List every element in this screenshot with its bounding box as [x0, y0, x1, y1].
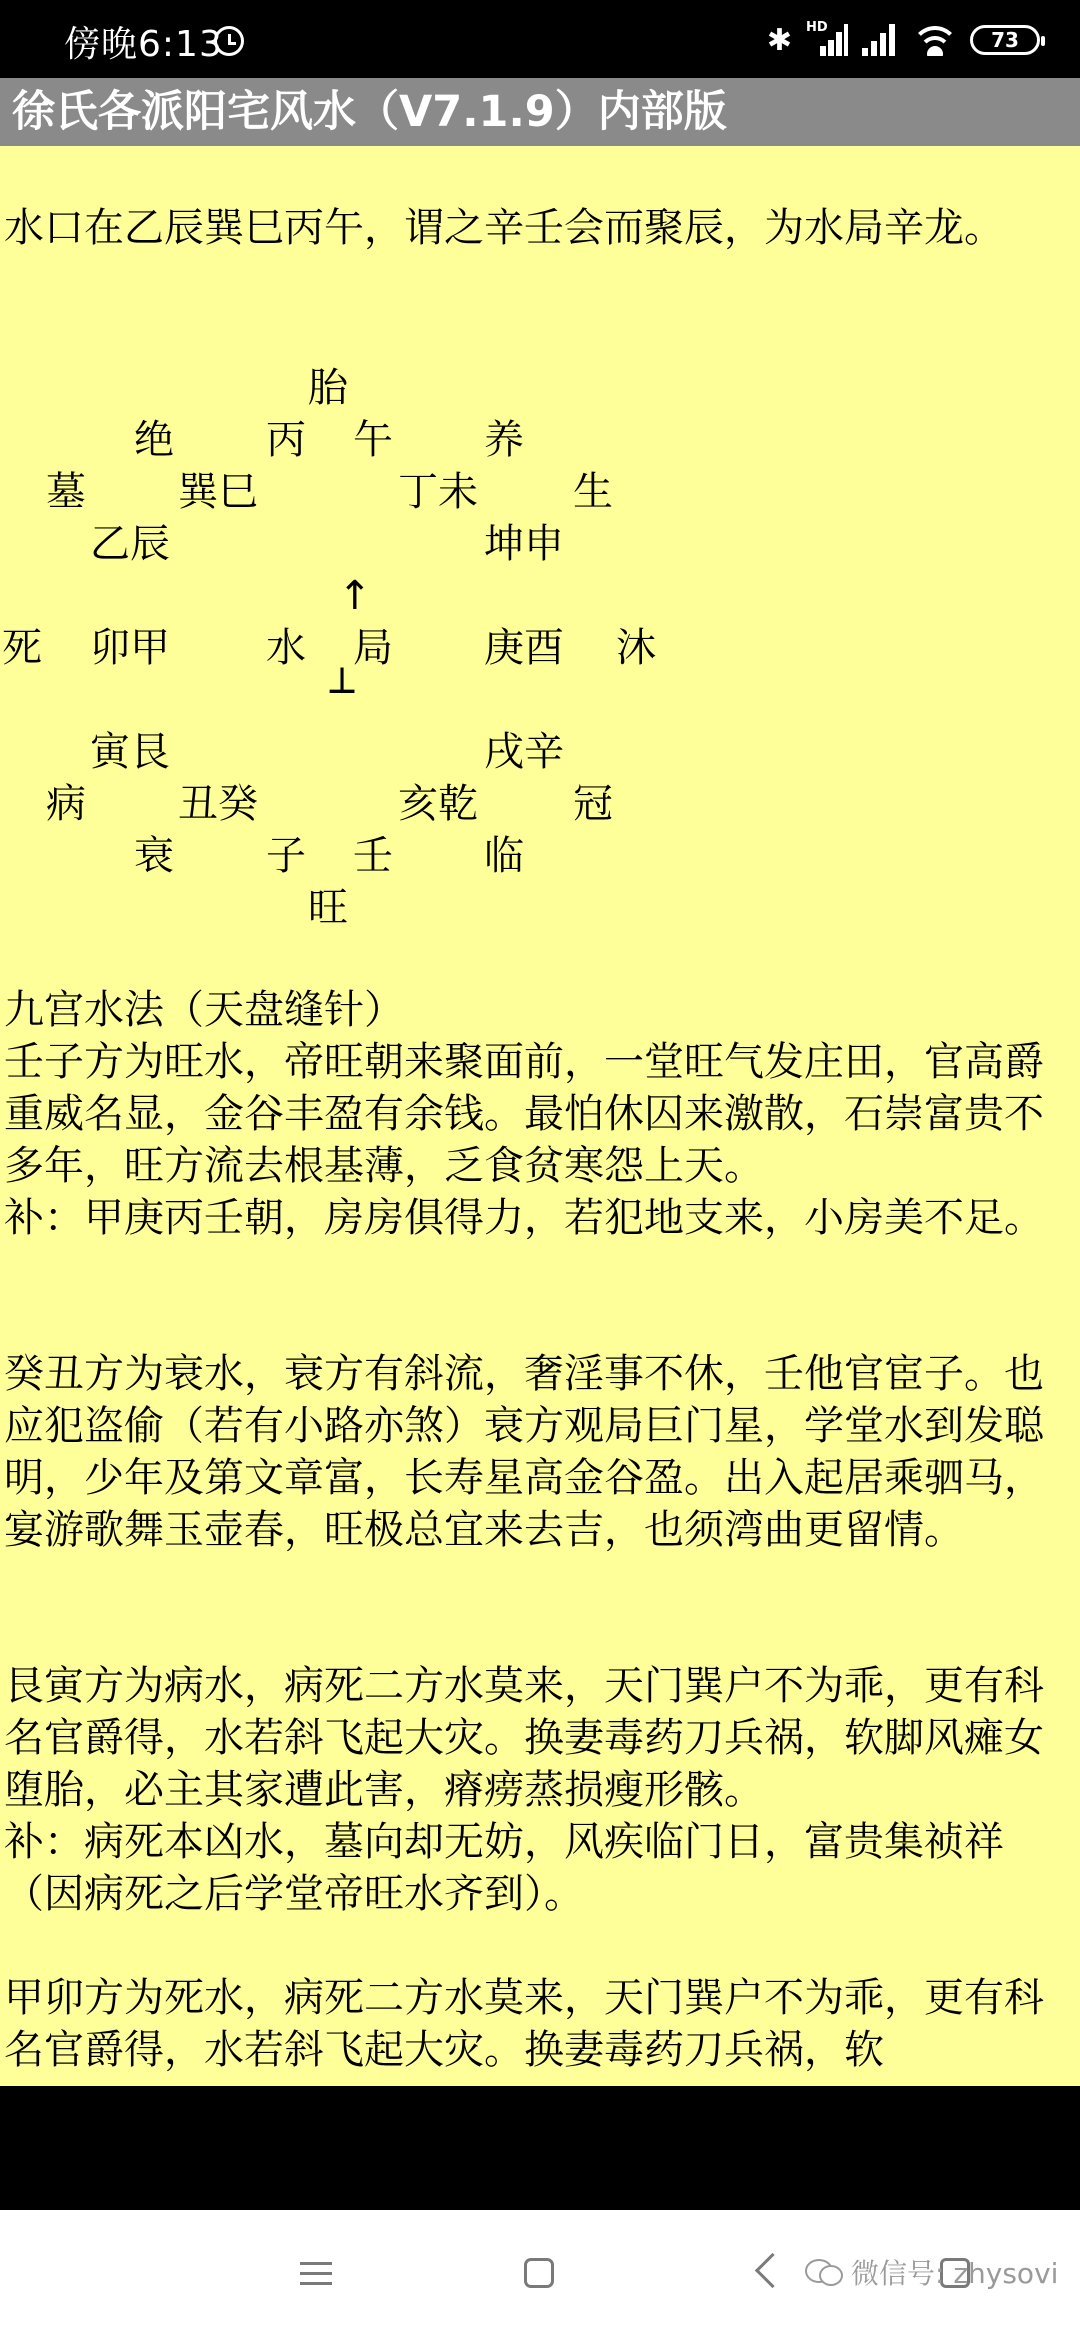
diagram-wu: 午: [353, 417, 393, 463]
diagram-base-mark: ┴: [330, 669, 355, 715]
diagram-guan: 冠: [573, 781, 613, 827]
paragraph-bing-water: 艮寅方为病水，病死二方水莫来，天门巽户不为乖，更有科名官爵得，水若斜飞起大灾。换妻毒药刀兵祸，软脚风瘫女堕胎，必主其家遭此害，瘠痨蒸损瘦形骸。: [4, 1663, 1044, 1813]
diagram-yingen: 寅艮: [90, 729, 170, 775]
diagram-jue: 绝: [134, 417, 174, 463]
diagram-kunshen: 坤申: [484, 521, 564, 567]
screen-black-band: [0, 2086, 1080, 2210]
app-title-bar: [0, 78, 1080, 146]
reading-content[interactable]: [0, 146, 1080, 2086]
diagram-zi: 子: [266, 833, 306, 879]
diagram-ju: 局: [353, 625, 393, 671]
status-time: 傍晚6:13: [64, 24, 223, 65]
diagram-bing: 丙: [266, 417, 306, 463]
diagram-si: 死: [2, 625, 42, 671]
diagram-arrow: ↑: [338, 573, 372, 619]
diagram-mu-bath: 沐: [616, 625, 656, 671]
watermark-text: 微信号: zhysovi: [851, 2257, 1059, 2290]
hd-label: HD: [806, 20, 828, 35]
diagram-tai: 胎: [308, 365, 348, 411]
wifi-icon: [914, 24, 956, 56]
paragraph-wang-supplement: 补：甲庚丙壬朝，房房俱得力，若犯地支来，小房美不足。: [4, 1195, 1044, 1241]
section-title: 九宫水法（天盘缝针）: [4, 987, 404, 1033]
diagram-bing-ill: 病: [46, 781, 86, 827]
diagram-shuai: 衰: [134, 833, 174, 879]
status-bar: [0, 0, 1080, 78]
diagram-ren: 壬: [353, 833, 393, 879]
battery-icon: [970, 25, 1040, 55]
diagram-yang: 养: [484, 417, 524, 463]
intro-paragraph: 水口在乙辰巽巳丙午，谓之辛壬会而聚辰，为水局辛龙。: [4, 205, 1004, 251]
diagram-haiqian: 亥乾: [398, 781, 478, 827]
app-title: 徐氏各派阳宅风水（V7.1.9）内部版: [12, 87, 727, 137]
paragraph-si-water: 甲卯方为死水，病死二方水莫来，天门巽户不为乖，更有科名官爵得，水若斜飞起大灾。换妻毒药刀兵祸，软: [4, 1975, 1044, 2073]
wechat-icon: [805, 2257, 843, 2287]
wechat-watermark: [805, 2252, 1058, 2292]
alarm-clock-icon: [214, 26, 244, 56]
signal-icon: [860, 24, 900, 56]
signal-hd-icon: [806, 20, 846, 56]
diagram-wang: 旺: [308, 885, 348, 931]
diagram-yichen: 乙辰: [90, 521, 170, 567]
diagram-dingwei: 丁未: [398, 469, 478, 515]
diagram-maojia: 卯甲: [90, 625, 170, 671]
status-icons: [767, 18, 1040, 62]
paragraph-wang-water: 壬子方为旺水，帝旺朝来聚面前，一堂旺气发庄田，官高爵重威名显，金谷丰盈有余钱。最怕休囚来激散，石崇富贵不多年，旺方流去根基薄，乏食贫寒怨上天。: [4, 1039, 1044, 1189]
back-icon[interactable]: [755, 2253, 790, 2288]
diagram-mu: 墓: [46, 469, 86, 515]
bluetooth-icon: ✱: [766, 22, 792, 58]
diagram-xuxin: 戌辛: [484, 729, 564, 775]
navigation-bar: [0, 2210, 1080, 2340]
diagram-sheng: 生: [573, 469, 613, 515]
diagram-shui: 水: [266, 625, 306, 671]
menu-icon[interactable]: [300, 2262, 332, 2286]
paragraph-shuai-water: 癸丑方为衰水，衰方有斜流，奢淫事不休，壬他官宦子。也应犯盗偷（若有小路亦煞）衰方观局巨门星，学堂水到发聪明，少年及第文章富，长寿星高金谷盈。出入起居乘驷马，宴游歌舞玉壶春，旺极总宜来去吉，也须湾曲更留情。: [4, 1351, 1044, 1553]
battery-level: 73: [991, 28, 1019, 52]
diagram-chougui: 丑癸: [178, 781, 258, 827]
diagram-gengyou: 庚酉: [484, 625, 564, 671]
home-icon[interactable]: [524, 2258, 554, 2288]
diagram-xunsi: 巽巳: [178, 469, 258, 515]
paragraph-bing-supplement: 补：病死本凶水，墓向却无妨，风疾临门日，富贵集祯祥（因病死之后学堂帝旺水齐到）。: [4, 1819, 1004, 1917]
diagram-lin: 临: [484, 833, 524, 879]
